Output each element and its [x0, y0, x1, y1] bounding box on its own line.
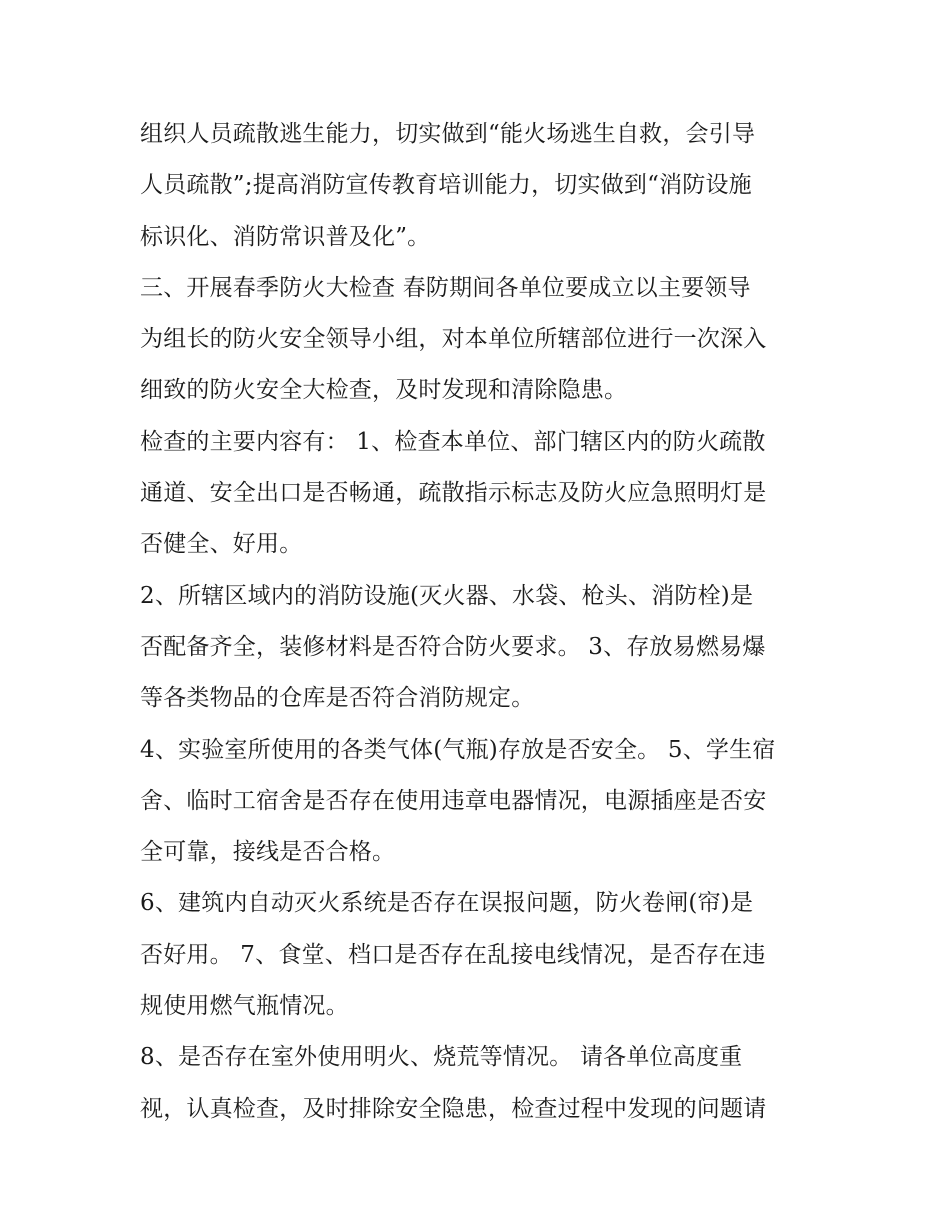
text-line: 通道、安全出口是否畅通，疏散指示标志及防火应急照明灯是: [140, 480, 767, 507]
text-line: 细致的防火安全大检查，及时发现和清除隐患。: [140, 377, 628, 404]
text-line: 否健全、好用。: [140, 531, 303, 558]
text-line: 规使用燃气瓶情况。: [140, 993, 349, 1020]
text-line: 否好用。 7、食堂、档口是否存在乱接电线情况，是否存在违: [140, 941, 766, 968]
text-line: 组织人员疏散逃生能力，切实做到“能火场逃生自救，会引导: [140, 121, 756, 147]
text-line: 6、建筑内自动灭火系统是否存在误报问题，防火卷闸(帘)是: [140, 890, 754, 917]
text-line: 三、开展春季防火大检查 春防期间各单位要成立以主要领导: [140, 274, 751, 301]
text-line: 8、是否存在室外使用明火、烧荒等情况。 请各单位高度重: [140, 1044, 743, 1071]
text-line: 2、所辖区域内的消防设施(灭火器、水袋、枪头、消防栓)是: [140, 582, 754, 609]
text-line: 全可靠，接线是否合格。: [140, 839, 396, 866]
text-line: 舍、临时工宿舍是否存在使用违章电器情况，电源插座是否安: [140, 787, 767, 814]
text-line: 人员疏散”;提高消防宣传教育培训能力，切实做到“消防设施: [140, 172, 752, 199]
text-line: 等各类物品的仓库是否符合消防规定。: [140, 685, 535, 712]
text-line: 视，认真检查，及时排除安全隐患，检查过程中发现的问题请: [140, 1095, 767, 1122]
text-line: 检查的主要内容有： 1、检查本单位、部门辖区内的防火疏散: [140, 428, 766, 455]
text-line: 为组长的防火安全领导小组，对本单位所辖部位进行一次深入: [140, 326, 767, 353]
text-line: 否配备齐全，装修材料是否符合防火要求。 3、存放易燃易爆: [140, 633, 766, 660]
body-text: [140, 109, 820, 1135]
text-line: 4、实验室所使用的各类气体(气瓶)存放是否安全。 5、学生宿: [140, 736, 776, 763]
text-line: 标识化、消防常识普及化”。: [140, 223, 431, 250]
